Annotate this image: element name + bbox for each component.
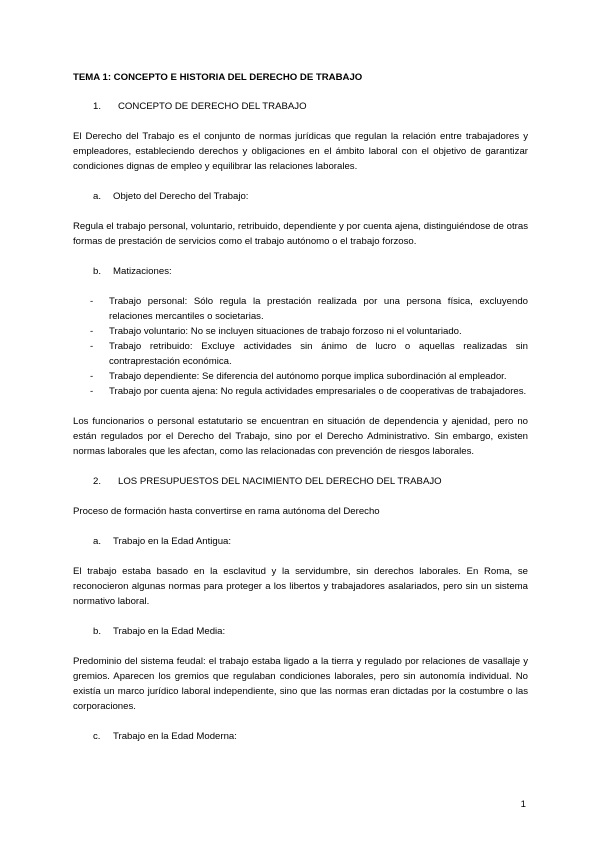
list-item: - Trabajo personal: Sólo regula la prestación realizada por una persona física, excluyendo relaciones mercantiles o societarias. xyxy=(73,294,528,324)
section-2-heading xyxy=(73,474,528,489)
subsection-2b-title: Trabajo en la Edad Media: xyxy=(113,626,226,637)
list-item: - Trabajo por cuenta ajena: No regula actividades empresariales o de cooperativas de trabajadores. xyxy=(73,384,528,399)
subsection-2c-letter: c. xyxy=(93,731,101,742)
subsection-2c-title: Trabajo en la Edad Moderna: xyxy=(113,731,237,742)
section-2-intro: Proceso de formación hasta convertirse en rama autónoma del Derecho xyxy=(73,506,380,517)
subsection-1a-title: Objeto del Derecho del Trabajo: xyxy=(113,191,249,202)
subsection-1b-heading xyxy=(73,264,528,279)
list-item: - Trabajo retribuido: Excluye actividades sin ánimo de lucro o aquellas realizadas sin contraprestación económica. xyxy=(73,339,528,369)
section-1-intro: El Derecho del Trabajo es el conjunto de normas jurídicas que regulan la relación entre trabajadores y empleadores, estableciendo derechos y obligaciones en el ámbito laboral con el objetivo de garantizar condiciones dignas de empleo y equilibrar las relaciones laborales. xyxy=(73,131,528,172)
section-1-title: CONCEPTO DE DERECHO DEL TRABAJO xyxy=(118,101,307,112)
subsection-2b-heading xyxy=(73,624,528,639)
document-title: TEMA 1: CONCEPTO E HISTORIA DEL DERECHO DE TRABAJO xyxy=(73,72,363,83)
list-item: - Trabajo dependiente: Se diferencia del autónomo porque implica subordinación al empleador. xyxy=(73,369,528,384)
list-item: - Trabajo voluntario: No se incluyen situaciones de trabajo forzoso ni el voluntariado. xyxy=(73,324,528,339)
section-2-title: LOS PRESUPUESTOS DEL NACIMIENTO DEL DERECHO DEL TRABAJO xyxy=(118,476,442,487)
subsection-1a-heading xyxy=(73,189,528,204)
subsection-2a-text: El trabajo estaba basado en la esclavitud y la servidumbre, sin derechos laborales. En Roma, se reconocieron algunas normas para proteger a los libertos y trabajadores asalariados, pero sin un sistema normativo laboral. xyxy=(73,566,528,607)
subsection-2a-letter: a. xyxy=(93,536,102,547)
subsection-2c-heading xyxy=(73,729,528,744)
page-number: 1 xyxy=(520,799,526,810)
subsection-1a-text: Regula el trabajo personal, voluntario, retribuido, dependiente y por cuenta ajena, distinguiéndose de otras formas de prestación de servicios como el trabajo autónomo o el trabajo forzoso. xyxy=(73,221,528,247)
section-1-closing: Los funcionarios o personal estatutario se encuentran en situación de dependencia y ajenidad, pero no están regulados por el Derecho del Trabajo, sino por el Derecho Administrativo. Sin embargo, existen normas laborales que les afectan, como las relacionadas con prevención de riesgos laborales. xyxy=(73,416,528,457)
document-page xyxy=(73,70,528,759)
subsection-1a-letter: a. xyxy=(93,191,102,202)
subsection-1b-title: Matizaciones: xyxy=(113,266,172,277)
subsection-2b-letter: b. xyxy=(93,626,102,637)
section-1-heading xyxy=(73,99,528,114)
subsection-1b-letter: b. xyxy=(93,266,102,277)
section-1-number: 1. xyxy=(93,101,102,112)
matizaciones-list xyxy=(73,294,528,399)
subsection-2a-title: Trabajo en la Edad Antigua: xyxy=(113,536,232,547)
subsection-2a-heading xyxy=(73,534,528,549)
section-2-number: 2. xyxy=(93,476,102,487)
subsection-2b-text: Predominio del sistema feudal: el trabajo estaba ligado a la tierra y regulado por relaciones de vasallaje y gremios. Aparecen los gremios que regulaban condiciones laborales, pero sin autonomía individual. No existía un marco jurídico laboral independiente, sino que las normas eran dictadas por la costumbre o las corporaciones. xyxy=(73,656,528,712)
